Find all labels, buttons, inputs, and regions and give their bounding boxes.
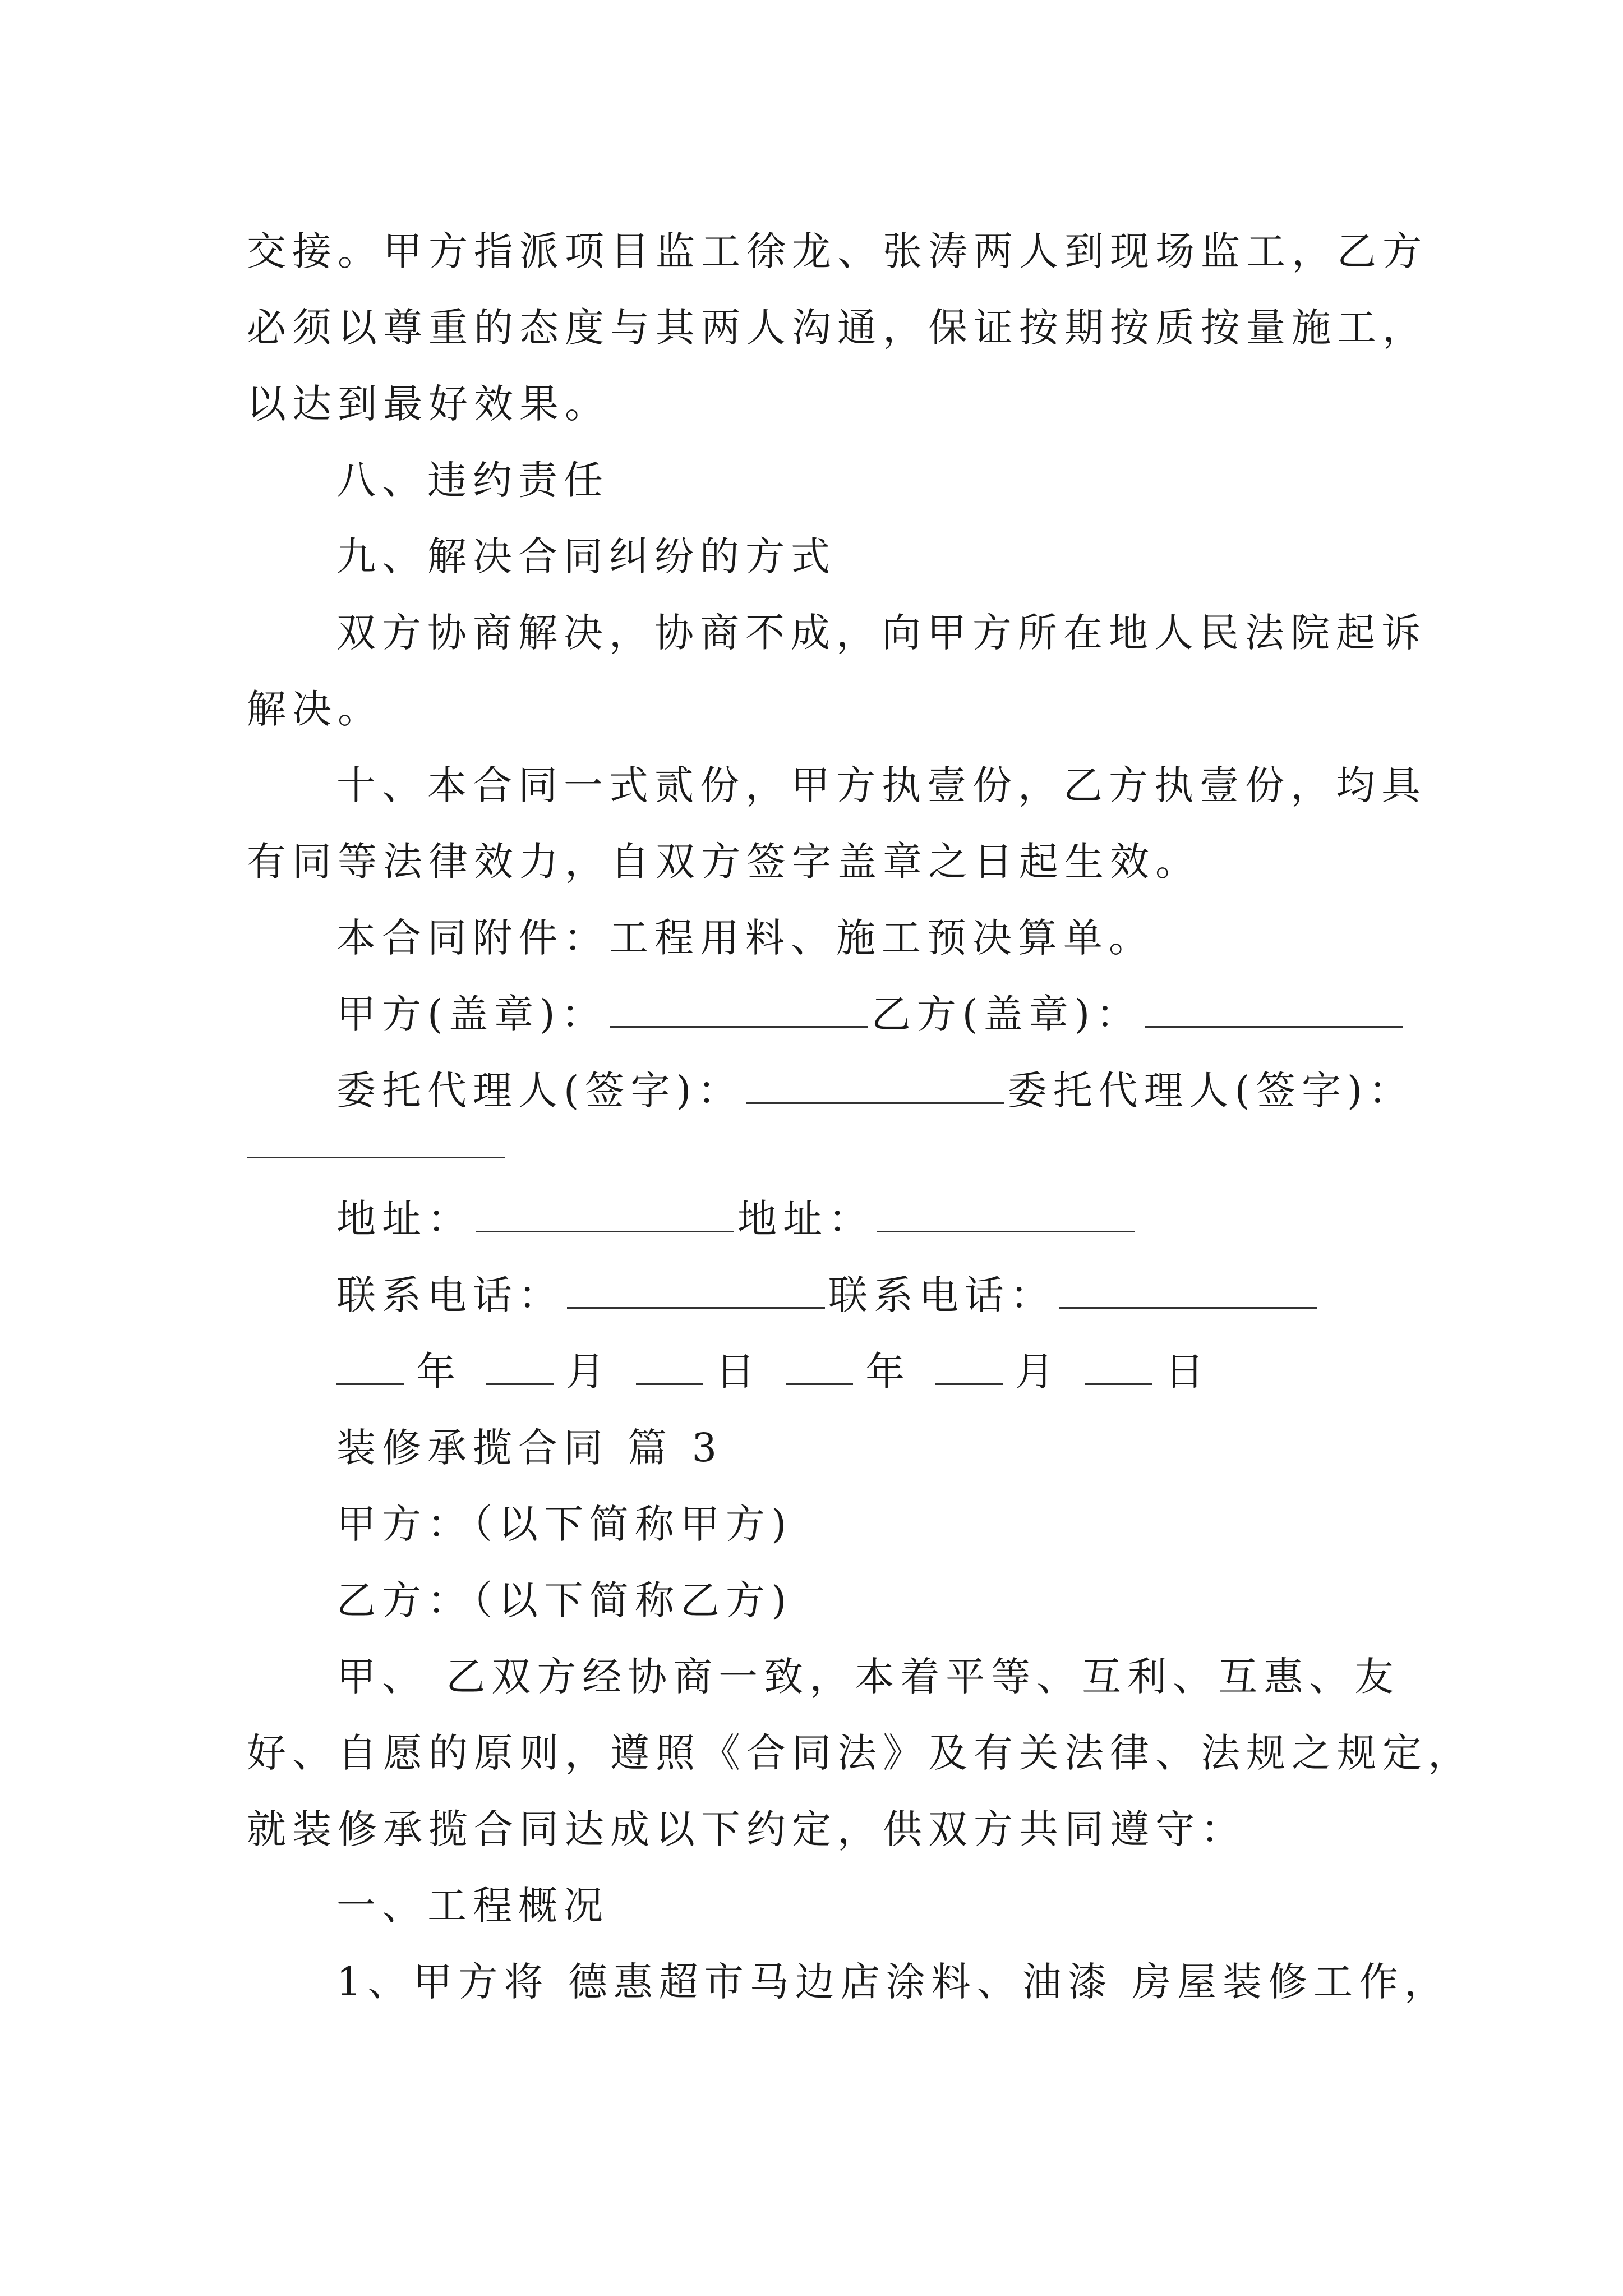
agent-a-label: 委托代理人(签字)： bbox=[336, 1068, 743, 1114]
year-a-label: 年 bbox=[416, 1349, 462, 1395]
month-b-blank[interactable] bbox=[935, 1344, 1003, 1385]
paragraph-line: 以达到最好效果。 bbox=[247, 381, 610, 427]
month-a-label: 月 bbox=[566, 1349, 611, 1395]
paragraph-line: 双方协商解决，协商不成，向甲方所在地人民法院起诉 bbox=[336, 610, 1427, 656]
paragraph-line: 好、自愿的原则，遵照《合同法》及有关法律、法规之规定， bbox=[247, 1730, 1473, 1776]
paragraph-line: 就装修承揽合同达成以下约定，供双方共同遵守： bbox=[247, 1806, 1246, 1852]
year-a-blank[interactable] bbox=[336, 1344, 404, 1385]
agent-row bbox=[247, 1052, 1414, 1129]
paragraph-line: 交接。甲方指派项目监工徐龙、张涛两人到现场监工，乙方 bbox=[247, 228, 1428, 274]
party-b-line: 乙方：（以下简称乙方) bbox=[336, 1577, 793, 1623]
party-a-line: 甲方：（以下简称甲方) bbox=[336, 1501, 793, 1547]
section-heading: 一、工程概况 bbox=[336, 1883, 609, 1929]
address-row bbox=[247, 1181, 1391, 1257]
party-a-seal-label: 甲方(盖章)： bbox=[336, 991, 607, 1037]
day-a-label: 日 bbox=[716, 1349, 761, 1395]
paragraph-line: 甲、 乙双方经协商一致，本着平等、互利、互惠、友 bbox=[336, 1654, 1400, 1700]
party-b-seal-label: 乙方(盖章)： bbox=[871, 991, 1142, 1037]
day-a-blank[interactable] bbox=[636, 1344, 703, 1385]
month-b-label: 月 bbox=[1015, 1349, 1061, 1395]
section-heading: 八、违约责任 bbox=[336, 457, 609, 503]
document-page bbox=[247, 213, 1473, 2020]
party-a-seal-blank[interactable] bbox=[610, 987, 868, 1028]
paragraph-line: 有同等法律效力，自双方签字盖章之日起生效。 bbox=[247, 839, 1201, 885]
phone-a-blank[interactable] bbox=[567, 1268, 825, 1309]
month-a-blank[interactable] bbox=[486, 1344, 554, 1385]
agent-b-label: 委托代理人(签字)： bbox=[1007, 1068, 1414, 1114]
day-b-blank[interactable] bbox=[1085, 1344, 1152, 1385]
phone-row bbox=[247, 1257, 1391, 1333]
address-a-label: 地址： bbox=[336, 1196, 473, 1242]
party-b-seal-blank[interactable] bbox=[1145, 987, 1403, 1028]
agent-b-blank[interactable] bbox=[247, 1129, 505, 1158]
phone-b-label: 联系电话： bbox=[828, 1272, 1055, 1318]
section-title: 装修承揽合同 篇 3 bbox=[336, 1425, 723, 1471]
address-b-label: 地址： bbox=[737, 1196, 874, 1242]
date-row bbox=[247, 1333, 1391, 1410]
agent-a-blank[interactable] bbox=[746, 1063, 1004, 1104]
address-a-blank[interactable] bbox=[476, 1191, 734, 1232]
paragraph-line: 必须以尊重的态度与其两人沟通，保证按期按质按量施工， bbox=[247, 305, 1428, 351]
year-b-label: 年 bbox=[865, 1349, 911, 1395]
section-heading: 九、解决合同纠纷的方式 bbox=[336, 533, 836, 579]
phone-b-blank[interactable] bbox=[1059, 1268, 1317, 1309]
phone-a-label: 联系电话： bbox=[336, 1272, 564, 1318]
address-b-blank[interactable] bbox=[877, 1191, 1135, 1232]
paragraph-line: 十、本合同一式贰份，甲方执壹份，乙方执壹份，均具 bbox=[336, 762, 1427, 808]
year-b-blank[interactable] bbox=[786, 1344, 853, 1385]
paragraph-line: 本合同附件：工程用料、施工预决算单。 bbox=[336, 915, 1154, 961]
paragraph-line: 解决。 bbox=[247, 686, 383, 732]
paragraph-line: 1、甲方将 德惠超市马边店涂料、油漆 房屋装修工作， bbox=[336, 1959, 1450, 2005]
seal-row bbox=[247, 976, 1391, 1052]
day-b-label: 日 bbox=[1165, 1349, 1210, 1395]
